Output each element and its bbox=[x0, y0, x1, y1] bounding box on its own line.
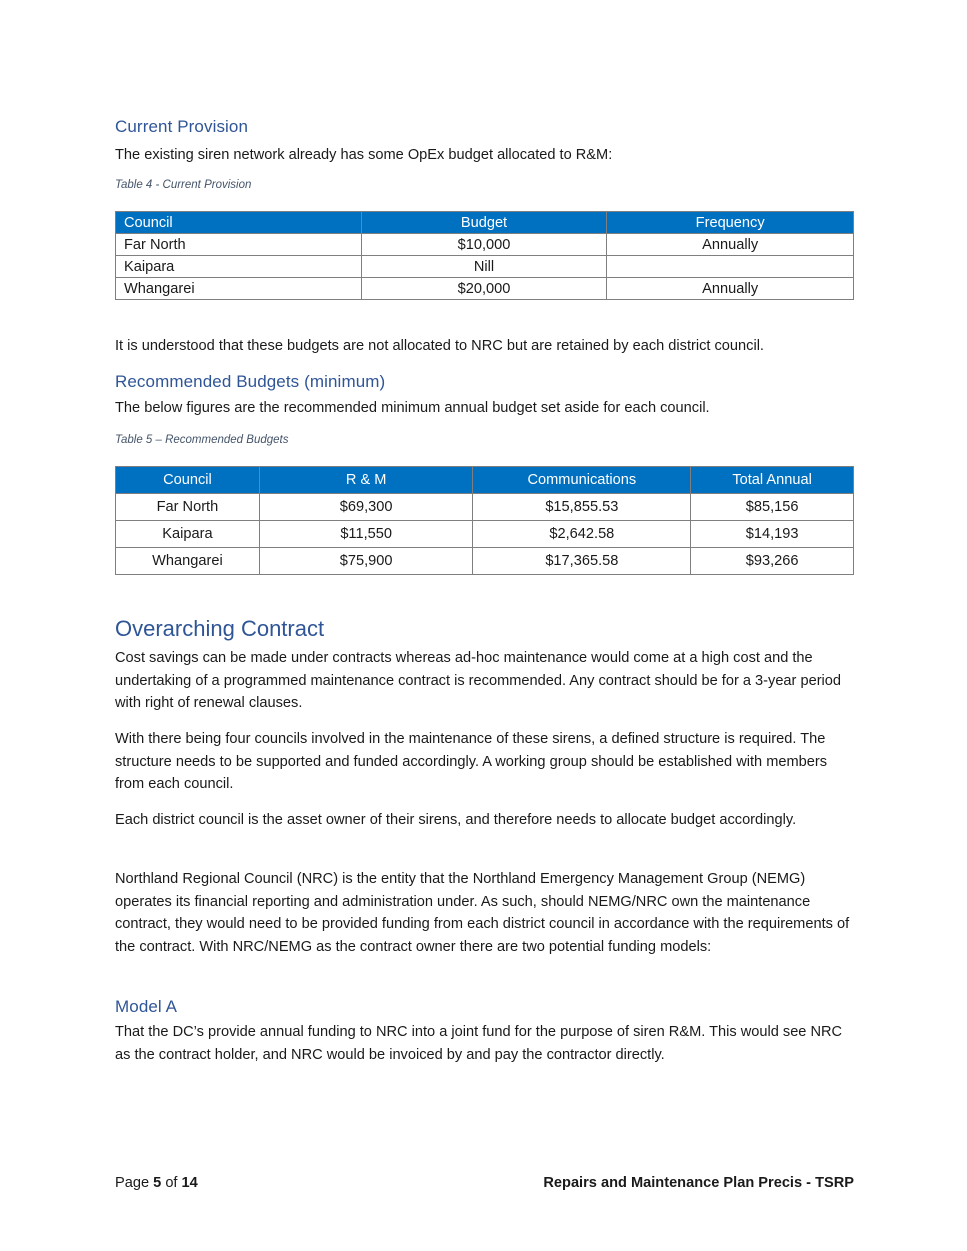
cell-frequency: Annually bbox=[607, 234, 854, 256]
recommended-budgets-intro: The below figures are the recommended minimum annual budget set aside for each council. bbox=[115, 400, 710, 416]
overarching-contract-paragraph-1: Cost savings can be made under contracts whereas ad-hoc maintenance would come at a high cost and the undertaking of a programmed maintenance contract is recommended. Any contract should be for a 3-year period with right of renewal clauses. bbox=[115, 650, 842, 712]
cell-council: Whangarei bbox=[116, 548, 260, 575]
cell-council: Kaipara bbox=[116, 256, 362, 278]
table-5-caption: Table 5 – Recommended Budgets bbox=[115, 434, 289, 446]
current-provision-table bbox=[115, 211, 854, 300]
cell-communications: $15,855.53 bbox=[473, 494, 691, 521]
table-row bbox=[116, 494, 854, 521]
current-provision-note: It is understood that these budgets are not allocated to NRC but are retained by each district council. bbox=[115, 338, 764, 354]
cell-budget: Nill bbox=[361, 256, 607, 278]
cell-council: Far North bbox=[116, 234, 362, 256]
column-header-rm: R & M bbox=[259, 467, 473, 494]
page-prefix: Page bbox=[115, 1175, 154, 1191]
cell-council: Kaipara bbox=[116, 521, 260, 548]
cell-communications: $2,642.58 bbox=[473, 521, 691, 548]
cell-budget: $10,000 bbox=[361, 234, 607, 256]
page-total: 14 bbox=[181, 1175, 198, 1191]
column-header-total-annual: Total Annual bbox=[691, 467, 854, 494]
column-header-council: Council bbox=[116, 212, 362, 234]
cell-total-annual: $85,156 bbox=[691, 494, 854, 521]
overarching-contract-paragraph-3: Each district council is the asset owner of their sirens, and therefore needs to allocate budget accordingly. bbox=[115, 812, 797, 828]
column-header-frequency: Frequency bbox=[607, 212, 854, 234]
current-provision-intro: The existing siren network already has some OpEx budget allocated to R&M: bbox=[115, 147, 613, 163]
cell-frequency: Annually bbox=[607, 278, 854, 300]
column-header-communications: Communications bbox=[473, 467, 691, 494]
cell-budget: $20,000 bbox=[361, 278, 607, 300]
model-a-paragraph: That the DC’s provide annual funding to NRC into a joint fund for the purpose of siren R&M. This would see NRC as the contract holder, and NRC would be invoiced by and pay the contractor directly. bbox=[115, 1024, 843, 1063]
table-header-row bbox=[116, 467, 854, 494]
heading-recommended-budgets: Recommended Budgets (minimum) bbox=[115, 372, 386, 391]
cell-council: Whangarei bbox=[116, 278, 362, 300]
recommended-budgets-table bbox=[115, 466, 854, 575]
cell-total-annual: $14,193 bbox=[691, 521, 854, 548]
table-row bbox=[116, 521, 854, 548]
table-row bbox=[116, 278, 854, 300]
page-current: 5 bbox=[153, 1175, 162, 1191]
cell-council: Far North bbox=[116, 494, 260, 521]
table-row bbox=[116, 234, 854, 256]
heading-current-provision: Current Provision bbox=[115, 117, 249, 136]
cell-rm: $69,300 bbox=[259, 494, 473, 521]
overarching-contract-paragraph-4: Northland Regional Council (NRC) is the entity that the Northland Emergency Management Group (NEMG) operates its financial reporting and administration under. As such, should NEMG/NRC own the maintenance contract, they would need to be provided funding from each district council in accordance with the requirements of the contract. With NRC/NEMG as the contract owner there are two potential funding models: bbox=[115, 871, 850, 956]
cell-communications: $17,365.58 bbox=[473, 548, 691, 575]
page-of: of bbox=[161, 1175, 182, 1191]
cell-frequency bbox=[607, 256, 854, 278]
table-row bbox=[116, 548, 854, 575]
table-header-row bbox=[116, 212, 854, 234]
overarching-contract-paragraph-2: With there being four councils involved in the maintenance of these sirens, a defined structure is required. The structure needs to be supported and funded accordingly. A working group should be established with members from each council. bbox=[115, 731, 828, 793]
column-header-budget: Budget bbox=[361, 212, 607, 234]
cell-rm: $11,550 bbox=[259, 521, 473, 548]
page-number bbox=[115, 1175, 198, 1191]
cell-total-annual: $93,266 bbox=[691, 548, 854, 575]
document-title: Repairs and Maintenance Plan Precis - TSRP bbox=[543, 1175, 854, 1191]
heading-overarching-contract: Overarching Contract bbox=[115, 616, 325, 641]
cell-rm: $75,900 bbox=[259, 548, 473, 575]
table-row bbox=[116, 256, 854, 278]
column-header-council: Council bbox=[116, 467, 260, 494]
heading-model-a: Model A bbox=[115, 997, 178, 1016]
table-4-caption: Table 4 - Current Provision bbox=[115, 179, 252, 191]
